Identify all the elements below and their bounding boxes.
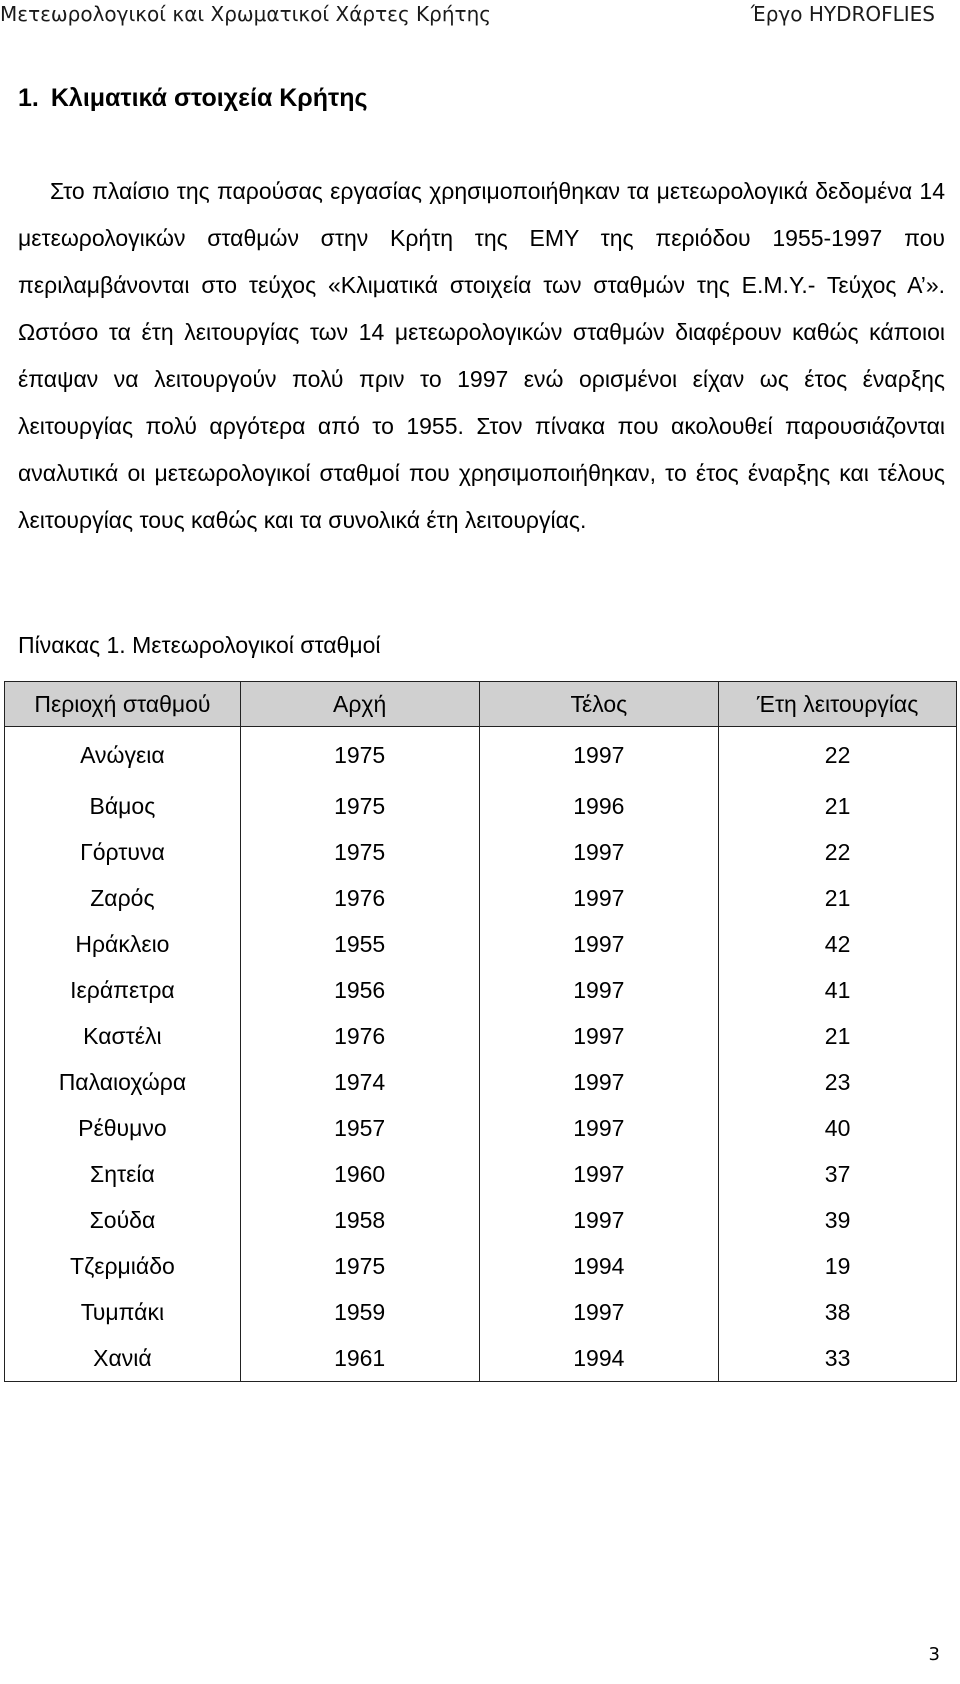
station-name-cell: Σούδα — [5, 1197, 241, 1243]
start-year-cell: 1975 — [240, 727, 479, 784]
table-row — [5, 1105, 957, 1151]
start-year-cell: 1956 — [240, 967, 479, 1013]
station-name-cell: Ηράκλειο — [5, 921, 241, 967]
column-header-station-area: Περιοχή σταθμού — [5, 682, 241, 727]
running-header — [0, 2, 935, 32]
station-name-cell: Σητεία — [5, 1151, 241, 1197]
start-year-cell: 1976 — [240, 875, 479, 921]
years-count-cell: 39 — [719, 1197, 957, 1243]
years-count-cell: 21 — [719, 875, 957, 921]
end-year-cell: 1994 — [479, 1335, 719, 1382]
table-row — [5, 1197, 957, 1243]
table-row — [5, 967, 957, 1013]
station-name-cell: Ρέθυμνο — [5, 1105, 241, 1151]
table-row — [5, 783, 957, 829]
end-year-cell: 1997 — [479, 829, 719, 875]
body-paragraph: Στο πλαίσιο της παρούσας εργασίας χρησιμοποιήθηκαν τα μετεωρολογικά δεδομένα 14 μετεωρολογικών σταθμών στην Κρήτη της ΕΜΥ της περιόδου 1955-1997 που περιλαμβάνονται στο τεύχος «Κλιματικά στοιχεία των σταθμών της Ε.Μ.Υ.- Τεύχος Α’». Ωστόσο τα έτη λειτουργίας των 14 μετεωρολογικών σταθμών διαφέρουν καθώς κάποιοι έπαψαν να λειτουργούν πολύ πριν το 1997 ενώ ορισμένοι είχαν ως έτος έναρξης λειτουργίας πολύ αργότερα από το 1955. Στον πίνακα που ακολουθεί παρουσιάζονται αναλυτικά οι μετεωρολογικοί σταθμοί που χρησιμοποιήθηκαν, το έτος έναρξης και τέλους λειτουργίας τους καθώς και τα συνολικά έτη λειτουργίας. — [18, 178, 945, 533]
table-row — [5, 1335, 957, 1382]
end-year-cell: 1997 — [479, 967, 719, 1013]
table-row — [5, 1151, 957, 1197]
end-year-cell: 1994 — [479, 1243, 719, 1289]
station-name-cell: Χανιά — [5, 1335, 241, 1382]
start-year-cell: 1975 — [240, 829, 479, 875]
years-count-cell: 40 — [719, 1105, 957, 1151]
end-year-cell: 1996 — [479, 783, 719, 829]
start-year-cell: 1976 — [240, 1013, 479, 1059]
station-name-cell: Ζαρός — [5, 875, 241, 921]
years-count-cell: 38 — [719, 1289, 957, 1335]
years-count-cell: 41 — [719, 967, 957, 1013]
years-count-cell: 22 — [719, 829, 957, 875]
table-header-row — [5, 682, 957, 727]
start-year-cell: 1957 — [240, 1105, 479, 1151]
years-count-cell: 23 — [719, 1059, 957, 1105]
table-row — [5, 921, 957, 967]
section-number: 1. — [18, 84, 39, 112]
station-name-cell: Βάμος — [5, 783, 241, 829]
years-count-cell: 19 — [719, 1243, 957, 1289]
station-name-cell: Γόρτυνα — [5, 829, 241, 875]
table-row — [5, 829, 957, 875]
end-year-cell: 1997 — [479, 1013, 719, 1059]
end-year-cell: 1997 — [479, 875, 719, 921]
page-number: 3 — [928, 1644, 940, 1665]
years-count-cell: 22 — [719, 727, 957, 784]
end-year-cell: 1997 — [479, 1197, 719, 1243]
table-row — [5, 1059, 957, 1105]
station-name-cell: Ιεράπετρα — [5, 967, 241, 1013]
start-year-cell: 1960 — [240, 1151, 479, 1197]
years-count-cell: 21 — [719, 1013, 957, 1059]
table-caption: Πίνακας 1. Μετεωρολογικοί σταθμοί — [18, 632, 381, 658]
end-year-cell: 1997 — [479, 921, 719, 967]
table-row — [5, 1243, 957, 1289]
end-year-cell: 1997 — [479, 727, 719, 784]
column-header-end: Τέλος — [479, 682, 719, 727]
start-year-cell: 1975 — [240, 1243, 479, 1289]
end-year-cell: 1997 — [479, 1151, 719, 1197]
years-count-cell: 37 — [719, 1151, 957, 1197]
header-document-title: Μετεωρολογικοί και Χρωματικοί Χάρτες Κρήτης — [0, 2, 491, 26]
section-title: Κλιματικά στοιχεία Κρήτης — [50, 84, 368, 112]
end-year-cell: 1997 — [479, 1059, 719, 1105]
table-row — [5, 1289, 957, 1335]
stations-table — [4, 681, 957, 1382]
start-year-cell: 1958 — [240, 1197, 479, 1243]
station-name-cell: Τζερμιάδο — [5, 1243, 241, 1289]
start-year-cell: 1959 — [240, 1289, 479, 1335]
years-count-cell: 42 — [719, 921, 957, 967]
start-year-cell: 1975 — [240, 783, 479, 829]
column-header-start: Αρχή — [240, 682, 479, 727]
end-year-cell: 1997 — [479, 1289, 719, 1335]
years-count-cell: 33 — [719, 1335, 957, 1382]
start-year-cell: 1974 — [240, 1059, 479, 1105]
end-year-cell: 1997 — [479, 1105, 719, 1151]
station-name-cell: Καστέλι — [5, 1013, 241, 1059]
years-count-cell: 21 — [719, 783, 957, 829]
section-heading — [18, 84, 367, 113]
column-header-years-operation: Έτη λειτουργίας — [719, 682, 957, 727]
station-name-cell: Τυμπάκι — [5, 1289, 241, 1335]
table-row — [5, 875, 957, 921]
station-name-cell: Ανώγεια — [5, 727, 241, 784]
start-year-cell: 1955 — [240, 921, 479, 967]
header-project-name: Έργο HYDROFLIES — [750, 2, 935, 26]
table-row — [5, 727, 957, 784]
table-row — [5, 1013, 957, 1059]
start-year-cell: 1961 — [240, 1335, 479, 1382]
station-name-cell: Παλαιοχώρα — [5, 1059, 241, 1105]
